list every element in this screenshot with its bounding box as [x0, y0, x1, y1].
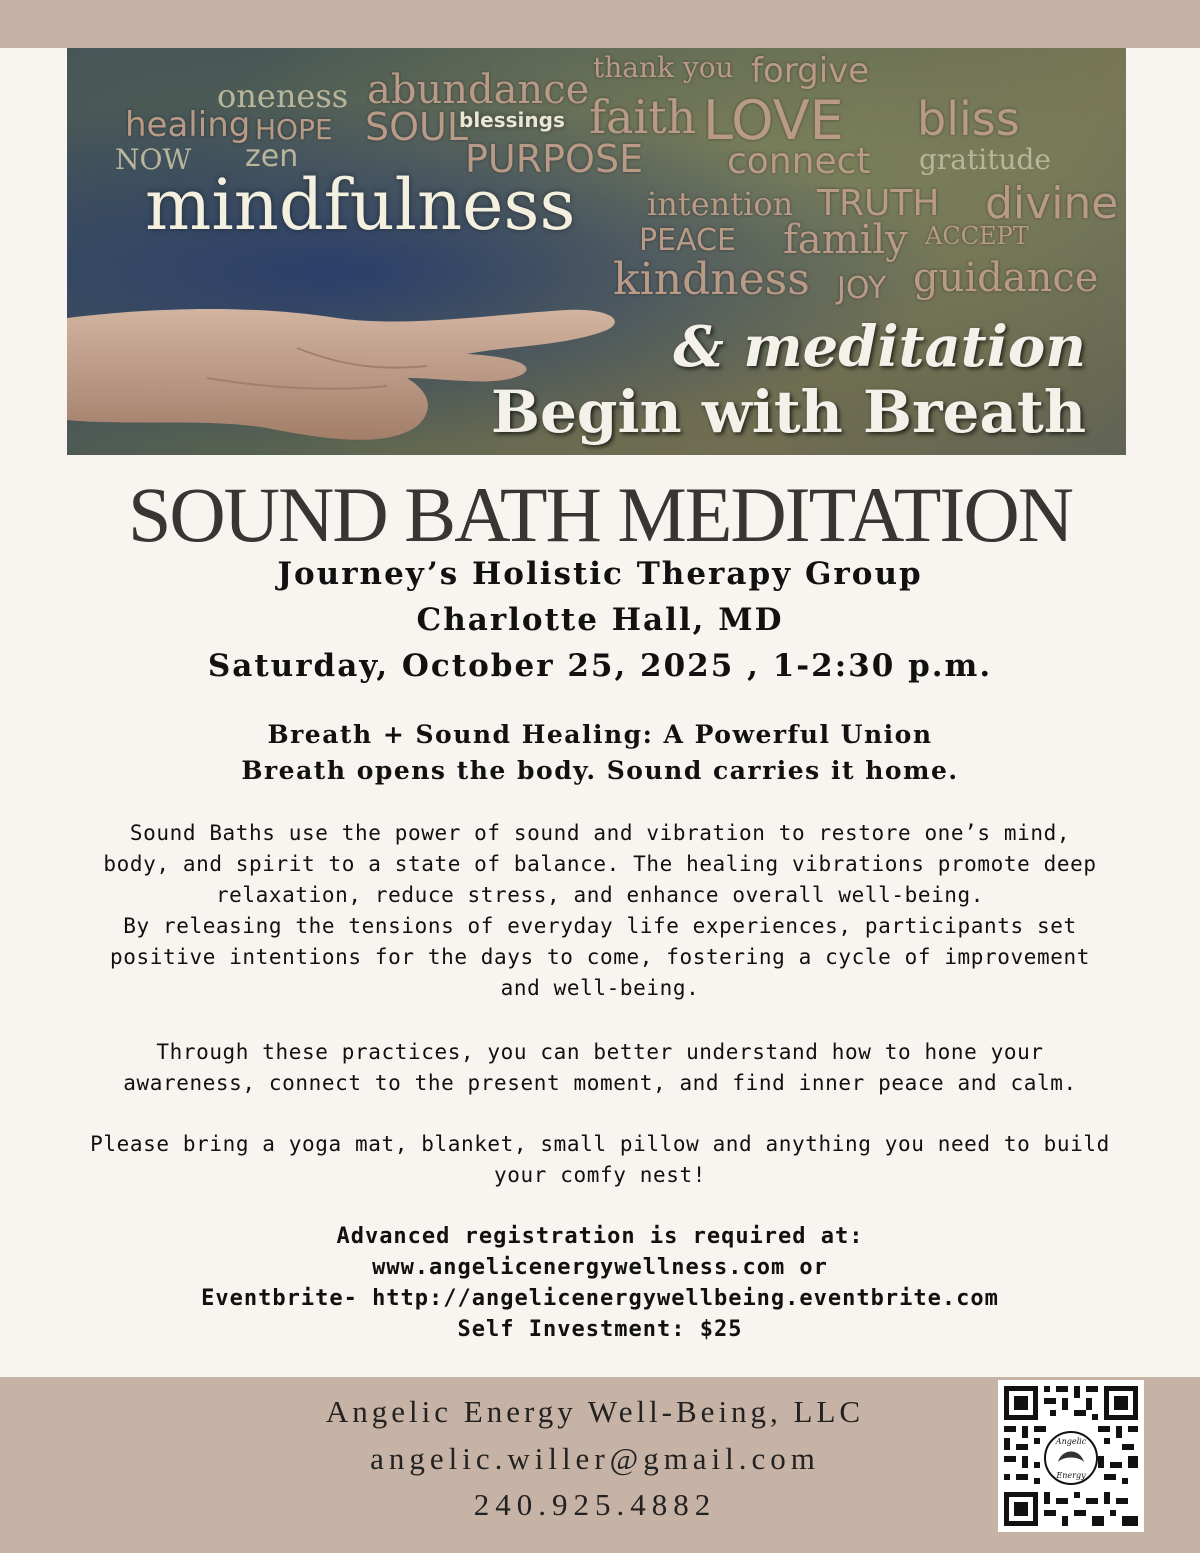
tagline-line-1: Breath + Sound Healing: A Powerful Union — [267, 720, 933, 749]
description-line: body, and spirit to a state of balance. The healing vibrations promote deep — [103, 852, 1097, 876]
registration-heading: Advanced registration is required at: — [336, 1224, 864, 1249]
word-intention: intention — [647, 185, 794, 223]
word-truth: TRUTH — [817, 183, 940, 224]
footer-company: Angelic Energy Well-Being, LLC — [325, 1394, 865, 1429]
qr-code[interactable] — [998, 1380, 1144, 1532]
word-family: family — [783, 217, 908, 263]
description-line: Sound Baths use the power of sound and vibration to restore one’s mind, — [129, 821, 1071, 845]
description-paragraph-1 — [0, 818, 1200, 1004]
tagline-line-2: Breath opens the body. Sound carries it home. — [241, 756, 959, 785]
registration-website-link[interactable]: www.angelicenergywellness.com or — [372, 1255, 828, 1280]
footer-email[interactable]: angelic.willer@gmail.com — [370, 1441, 820, 1476]
description-line: awareness, connect to the present moment, and find inner peace and calm. — [123, 1071, 1077, 1095]
word-kindness: kindness — [613, 254, 810, 305]
word-soul: SOUL — [365, 105, 469, 149]
word-faith: faith — [589, 90, 697, 144]
word-healing: healing — [125, 105, 251, 145]
registration-price: Self Investment: $25 — [457, 1317, 743, 1342]
event-datetime: Saturday, October 25, 2025 , 1-2:30 p.m. — [207, 648, 993, 684]
description-line: your comfy nest! — [494, 1163, 706, 1187]
word-mindfulness: mindfulness — [145, 164, 576, 246]
description-line: positive intentions for the days to come, fostering a cycle of improvement — [110, 945, 1090, 969]
qr-logo-text-bottom: Energy — [1056, 1471, 1086, 1480]
banner-begin-with-breath-text: Begin with Breath — [490, 378, 1086, 446]
word-love: LOVE — [703, 89, 844, 152]
word-zen: zen — [245, 139, 299, 174]
word-blessings: blessings — [459, 108, 565, 132]
word-connect: connect — [727, 141, 871, 182]
footer-phone: 240.925.4882 — [473, 1487, 717, 1522]
word-bliss: bliss — [917, 92, 1020, 146]
top-band — [0, 0, 1200, 48]
word-now: NOW — [115, 143, 192, 176]
registration-eventbrite-link[interactable]: Eventbrite- http://angelicenergywellbeing.eventbrite.com — [201, 1286, 999, 1311]
word-purpose: PURPOSE — [465, 137, 644, 181]
word-joy: JOY — [837, 271, 887, 306]
description-line: Please bring a yoga mat, blanket, small pillow and anything you need to build — [90, 1132, 1110, 1156]
event-host: Journey’s Holistic Therapy Group — [277, 556, 923, 592]
qr-logo-text-top: Angelic — [1055, 1437, 1087, 1446]
word-accept: ACCEPT — [925, 222, 1029, 250]
word-abundance: abundance — [367, 67, 590, 113]
banner-meditation-text: & meditation — [673, 314, 1086, 380]
event-title: SOUND BATH MEDITATION — [127, 471, 1073, 558]
description-paragraph-2 — [0, 1037, 1200, 1099]
word-guidance: guidance — [913, 255, 1099, 301]
word-hope: HOPE — [255, 113, 333, 146]
word-forgive: forgive — [751, 51, 870, 91]
description-line: and well-being. — [500, 976, 700, 1000]
registration-block — [0, 1221, 1200, 1345]
qr-code-icon — [998, 1380, 1144, 1532]
word-gratitude: gratitude — [919, 143, 1051, 176]
description-line: Through these practices, you can better understand how to hone your — [156, 1040, 1044, 1064]
description-paragraph-3 — [0, 1129, 1200, 1191]
word-peace: PEACE — [639, 223, 736, 258]
description-line: relaxation, reduce stress, and enhance overall well-being. — [215, 883, 985, 907]
word-thank-you: thank you — [593, 51, 734, 84]
event-location: Charlotte Hall, MD — [416, 602, 784, 638]
word-oneness: oneness — [217, 77, 349, 115]
banner-image — [67, 48, 1126, 455]
description-line: By releasing the tensions of everyday life experiences, participants set — [123, 914, 1077, 938]
word-divine: divine — [985, 178, 1119, 229]
